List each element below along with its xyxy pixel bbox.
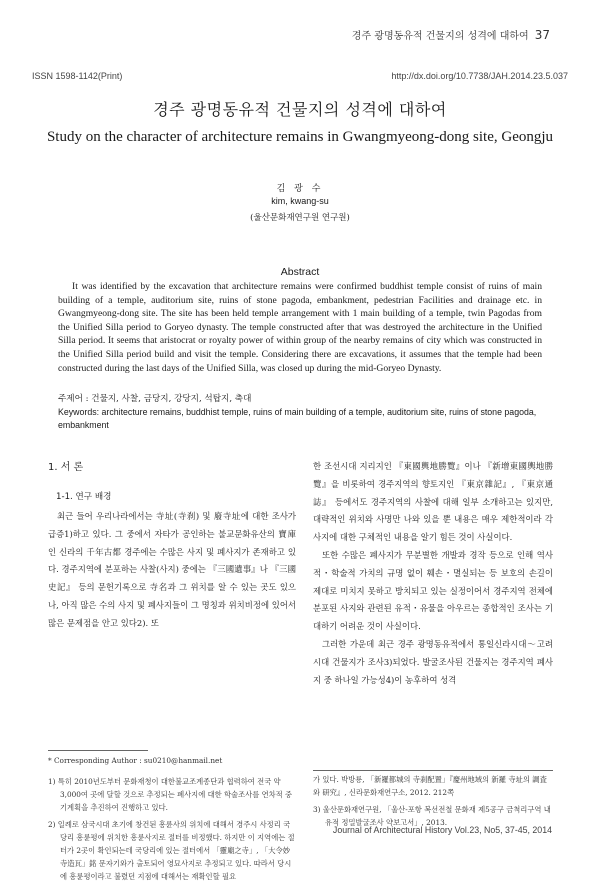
paper-title-korean: 경주 광명동유적 건물지의 성격에 대하여 — [153, 100, 447, 119]
corresponding-author-note: * Corresponding Author : su0210@hanmail.net — [48, 756, 223, 765]
body-paragraph: 한 조선시대 지리지인 『東國輿地勝覽』이나 『新增東國輿地勝覽』을 비롯하여 경주지역의 향토지인 『東京雜記』, 『東京通誌』 등에서도 경주지역의 사찰에 대해 일부 소개하고는 있지만, 대략적인 위치와 사명만 나와 있을 뿐 내용은 매우 제한적이라 각 사지에 대한 구체적인 내용을 알기 힘든 것이 사실이다. — [313, 461, 553, 543]
abstract-text: It was identified by the excavation that architecture remains were confirmed buddhist temple consist of ruins of main building of a temple, auditorium site, ruins of stone pagoda, embankment, pedestrian Facilities and drainage etc. in Gwangmyeong-dong site. The site has been held temple arrangement with 1 main building of a temple, twin Pagodas from the Unified Silla period to Goryeo dynasty. The temple constructed after that was destroyed the architecture in the Unified Silla period. It seems that aristocrat or royalty power of within group of the nearby remains of city which was constructed in the Unified Silla period build and visit the temple. Considering there are excavations, it assumes that the temple had been constructed during the last days of the Unified Silla, was closed up during the mid-Goryeo Dynasty. — [58, 281, 542, 374]
footnote-divider — [48, 750, 148, 751]
footnotes-right — [313, 773, 553, 833]
footnotes-left — [48, 775, 296, 887]
running-header — [352, 27, 550, 42]
journal-footer: Journal of Architectural History Vol.23, No5, 37-45, 2014 — [332, 825, 552, 835]
issn-label: ISSN 1598-1142(Print) — [32, 71, 123, 81]
footnote-item: 1) 특히 2010년도부터 문화재청이 대한불교조계종단과 협력하여 전국 약 3,000여 곳에 달할 것으로 추정되는 폐사지에 대한 학술조사를 연차적 중기계획을 추진하여 진행하고 있다. — [48, 777, 293, 812]
author-affiliation: (울산문화재연구원 연구원) — [250, 213, 350, 223]
body-paragraph: 또한 수많은 폐사지가 무분별한 개발과 경작 등으로 인해 역사적・학술적 가치의 규명 없이 훼손・멸실되는 등 보호의 손길이 제대로 미치지 못하고 방치되고 있는 실정이어서 경주지역 전체에 분포된 사지와 관련된 유적・유물을 아우르는 종합적인 조사는 기대하기 어려운 것이 사실이다. — [313, 549, 553, 632]
section-heading: 1. 서 론 — [48, 462, 84, 473]
footnote-item: 2) 일례로 삼국시대 초기에 창건된 흥륜사의 위치에 대해서 경주시 사정리 국당리 흥륜평에 위치한 흥륜사지로 절터를 비정했다. 하지만 이 지역에는 절터가 2곳이 확인되는데 국당리에 있는 절터에서 「靈廟之寺」, 「大令妙寺造瓦」銘 문자기와가 출토되어 영묘사지로 추정되고 있다. 따라서 당시에 흥륜평이라고 불렸던 지점에 대해서는 재확인할 필요 — [48, 820, 295, 881]
author-name-english: kim, kwang-su — [271, 196, 329, 206]
page-number: 37 — [534, 28, 550, 42]
footnote-divider — [313, 770, 553, 771]
keywords-english: Keywords: architecture remains, buddhist temple, ruins of main building of a temple, auditorium site, ruins of stone pagoda, embankment — [58, 407, 537, 430]
footnote-item: 3) 울산문화재연구원, 「울산-포항 복선전철 문화재 제5공구 금척리구역 내 유적 정밀발굴조사 약보고서」, 2013. — [313, 805, 551, 827]
body-paragraph: 그러한 가운데 최근 경주 광명동유적에서 통일신라시대～고려시대 건물지가 조사3)되었다. 발굴조사된 건물지는 경주지역 폐사지 중 하나일 가능성4)이 농후하여 성격 — [313, 638, 553, 685]
author-name-korean: 김 광 수 — [276, 184, 324, 194]
body-right-column — [313, 458, 553, 689]
keywords-korean: 주제어 : 건물지, 사찰, 금당지, 강당지, 석탑지, 축대 — [58, 394, 252, 404]
subsection-heading: 1-1. 연구 배경 — [56, 492, 112, 502]
doi-link[interactable]: http://dx.doi.org/10.7738/JAH.2014.23.5.037 — [391, 71, 568, 81]
paper-title-english: Study on the character of architecture remains in Gwangmyeong-dong site, Geongju — [46, 129, 554, 145]
body-paragraph: 최근 들어 우리나라에서는 寺址(寺刹) 및 廢寺址에 대한 조사가 급증1)하고 있다. 그 중에서 자타가 공인하는 불교문화유산의 寶庫인 신라의 千年古都 경주에는 수많은 사지 및 폐사지가 존재하고 있다. 경주지역에 분포하는 사찰(사지) 중에는 『三國遺事』나 『三國史記』 등의 문헌기록으로 寺名과 그 위치를 알 수 있는 곳도 있으나, 아직 많은 수의 사지 및 폐사지들이 그 명칭과 위치비정에 있어서 많은 문제점을 안고 있다2). 또 — [48, 511, 296, 628]
abstract-heading: Abstract — [280, 266, 320, 278]
body-left-column — [48, 508, 296, 633]
footnote-item: 가 있다. 박방룡, 「新羅都城의 寺刹配置」『慶州地域의 新羅 寺址의 調査와 研究』, 신라문화재연구소, 2012. 212쪽 — [313, 775, 547, 797]
running-title: 경주 광명동유적 건물지의 성격에 대하여 — [351, 31, 529, 42]
